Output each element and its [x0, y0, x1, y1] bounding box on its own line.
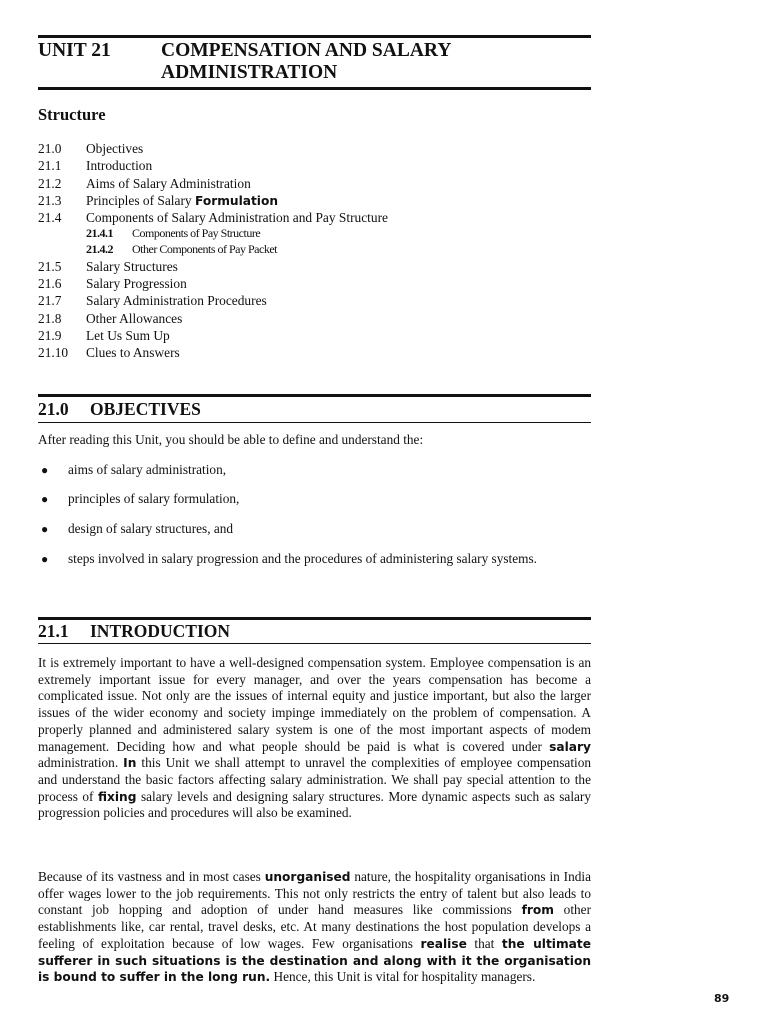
structure-item-number: 21.0: [38, 141, 62, 156]
objectives-number: 21.0: [38, 399, 69, 419]
structure-item: [38, 209, 591, 226]
header-bottom-rule: [38, 87, 591, 90]
structure-item-text: Other Allowances: [86, 310, 183, 326]
structure-item-text: Components of Salary Administration and Pay Structure: [86, 210, 388, 226]
introduction-paragraph-1: It is extremely important to have a well-designed compensation system. Employee compensation is an extremely important issue for every manager, and over the years compensation has become a complicated issue. Not only are the issues of internal equity and justice important, but also the larger issues of the wider economy and society impinge immediately on the problem of compensation. A properly planned and administered salary system is one of the most important aspects of modem management. Deciding how and what people should be paid is what is covered under salary administration. In this Unit we shall attempt to unravel the complexities of employee compensation and understand the basic factors affecting salary administration. We shall pay special attention to the process of fixing salary levels and designing salary structures. More dynamic aspects such as salary progression policies and procedures will also be examined.: [38, 655, 592, 821]
introduction-number: 21.1: [38, 621, 69, 641]
unit-name-line2: ADMINISTRATION: [161, 62, 338, 83]
structure-item-number: 21.4: [38, 210, 62, 226]
introduction-bottom-rule: [38, 643, 591, 644]
bullet-dot-icon: ●: [41, 463, 49, 477]
bullet-dot-icon: ●: [41, 492, 49, 506]
objectives-heading: [38, 399, 201, 419]
unit-number: UNIT 21: [38, 40, 111, 61]
structure-item-text: Aims of Salary Administration: [86, 175, 251, 191]
objectives-title: OBJECTIVES: [90, 399, 201, 419]
structure-item: [38, 258, 591, 275]
structure-item-number: 21.2: [38, 175, 62, 191]
structure-subitem: [38, 226, 591, 242]
bullet-dot-icon: ●: [41, 552, 49, 566]
structure-item-number: 21.3: [38, 192, 62, 208]
structure-item-text: Introduction: [86, 158, 153, 174]
unit-name-line1: COMPENSATION AND SALARY: [161, 40, 452, 61]
structure-item-number: 21.5: [38, 258, 62, 274]
structure-item: [38, 140, 591, 157]
structure-item-number: 21.1: [38, 158, 62, 174]
structure-item: [38, 157, 591, 174]
structure-item-number: 21.6: [38, 276, 62, 292]
structure-list: [38, 140, 591, 362]
objectives-intro: After reading this Unit, you should be able to define and understand the:: [38, 432, 424, 447]
structure-item-text: Let Us Sum Up: [86, 328, 170, 344]
structure-item-text: Clues to Answers: [86, 345, 180, 361]
structure-item: [38, 344, 591, 361]
structure-item-text: Salary Administration Procedures: [86, 293, 267, 309]
structure-item-number: 21.4.2: [86, 242, 113, 257]
structure-item-text: Salary Progression: [86, 276, 187, 292]
introduction-title: INTRODUCTION: [90, 621, 231, 641]
structure-subitem: [38, 242, 591, 258]
structure-item: [38, 275, 591, 292]
structure-item-text: Other Components of Pay Packet: [132, 242, 277, 257]
page-number: 89: [714, 992, 730, 1005]
structure-item-text: Components of Pay Structure: [132, 226, 261, 241]
structure-item-number: 21.4.1: [86, 226, 113, 241]
objectives-top-rule: [38, 394, 591, 397]
structure-item-number: 21.10: [38, 345, 69, 361]
unit-name: [161, 40, 591, 84]
objectives-bottom-rule: [38, 422, 591, 423]
structure-item-number: 21.7: [38, 293, 62, 309]
structure-item-text: Salary Structures: [86, 258, 178, 274]
structure-item-number: 21.9: [38, 328, 62, 344]
structure-item-text: Principles of Salary Formulation: [86, 192, 279, 208]
bullet-dot-icon: ●: [41, 522, 49, 536]
structure-item: [38, 175, 591, 192]
structure-heading: Structure: [38, 105, 106, 124]
introduction-top-rule: [38, 617, 591, 620]
structure-item-text: Objectives: [86, 141, 144, 156]
structure-item: [38, 292, 591, 309]
structure-item: [38, 327, 591, 344]
introduction-heading: [38, 621, 230, 641]
header-top-rule: [38, 35, 591, 38]
structure-item-number: 21.8: [38, 310, 62, 326]
structure-item: [38, 192, 591, 209]
introduction-paragraph-2: Because of its vastness and in most cases unorganised nature, the hospitality organisations in India offer wages lower to the job requirements. This not only restricts the entry of talent but also leads to constant job hopping and adoption of under hand measures like commissions from other establishments like, car rental, travel desks, etc. At many destinations the host population develops a feeling of exploitation because of low wages. Few organisations realise that the ultimate sufferer in such situations is the destination and along with it the organisation is bound to suffer in the long run. Hence, this Unit is vital for hospitality managers.: [38, 869, 591, 985]
structure-item: [38, 310, 591, 327]
